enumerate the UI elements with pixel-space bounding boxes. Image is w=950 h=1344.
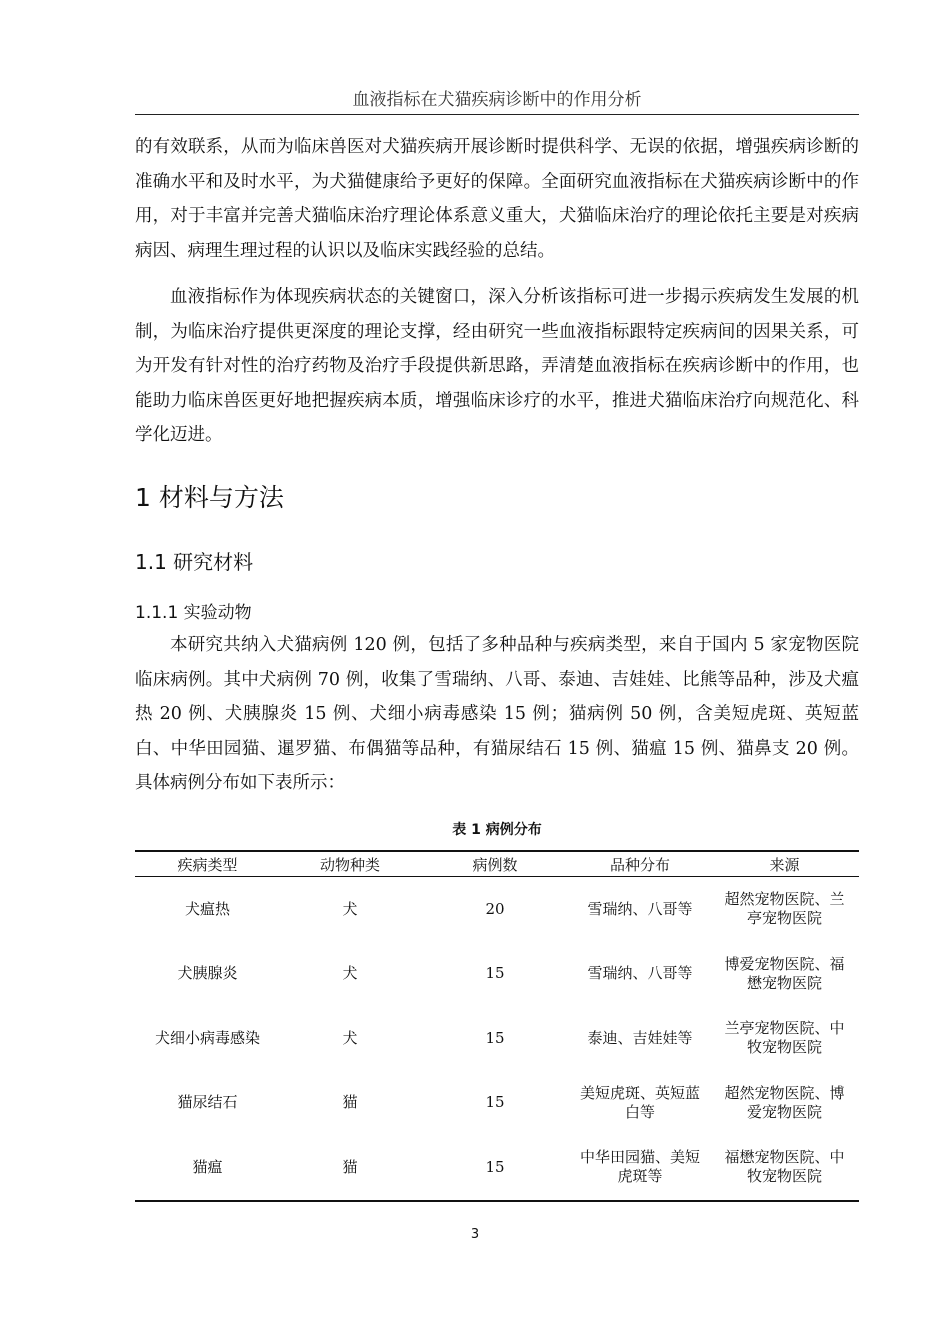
subsection-heading: 1.1 研究材料	[135, 550, 254, 574]
table-row	[135, 942, 859, 1007]
table-cell: 猫瘟	[192, 1157, 223, 1176]
table-cell: 猫尿结石	[177, 1093, 238, 1112]
cell-text: 超然宠物医院、兰亭宠物医院	[724, 890, 845, 928]
table-cell: 15	[485, 1028, 505, 1047]
table-row	[135, 1006, 859, 1071]
table-cell: 15	[485, 964, 505, 983]
table-cell	[710, 942, 859, 1007]
column-header: 疾病类型	[135, 851, 280, 877]
cell-text: 中华田园猫、美短虎斑等	[580, 1148, 701, 1186]
table-cell	[570, 942, 710, 1007]
subsubsection-heading: 1.1.1 实验动物	[135, 603, 252, 623]
table-row	[135, 877, 859, 942]
cell-text: 美短虎斑、英短蓝白等	[580, 1083, 701, 1121]
table-cell: 犬胰腺炎	[177, 964, 238, 983]
table-row	[135, 1135, 859, 1201]
table-cell	[710, 1071, 859, 1136]
table-cell	[570, 1071, 710, 1136]
table-cell: 猫	[342, 1157, 358, 1176]
running-header: 血液指标在犬猫疾病诊断中的作用分析	[135, 88, 859, 115]
section-heading: 1 材料与方法	[135, 483, 284, 512]
case-distribution-table	[135, 850, 859, 1202]
column-header: 品种分布	[570, 851, 710, 877]
table-cell	[710, 1135, 859, 1201]
column-header: 动物种类	[280, 851, 420, 877]
cell-text: 兰亭宠物医院、中牧宠物医院	[724, 1019, 845, 1057]
table-cell	[570, 877, 710, 942]
cell-text: 泰迪、吉娃娃等	[587, 1028, 693, 1047]
page-number: 3	[470, 1227, 480, 1242]
table-cell: 20	[485, 899, 505, 918]
body-paragraph-2: 血液指标作为体现疾病状态的关键窗口，深入分析该指标可进一步揭示疾病发生发展的机制，为临床治疗提供更深度的理论支撑，经由研究一些血液指标跟特定疾病间的因果关系，可为开发有针对性的治疗药物及治疗手段提供新思路，弄清楚血液指标在疾病诊断中的作用，也能助力临床兽医更好地把握疾病本质，增强临床诊疗的水平，推进犬猫临床治疗向规范化、科学化迈进。	[135, 287, 859, 445]
table-cell	[570, 1135, 710, 1201]
table-cell	[570, 1006, 710, 1071]
table-caption: 表 1 病例分布	[452, 822, 542, 838]
cell-text: 超然宠物医院、博爱宠物医院	[724, 1083, 845, 1121]
table-cell: 犬瘟热	[184, 899, 230, 918]
body-paragraph-3: 本研究共纳入犬猫病例 120 例，包括了多种品种与疾病类型，来自于国内 5 家宠物医院临床病例。其中犬病例 70 例，收集了雪瑞纳、八哥、泰迪、吉娃娃、比熊等品种，涉及犬瘟热 20 例、犬胰腺炎 15 例、犬细小病毒感染 15 例；猫病例 50 例，含美短虎斑、英短蓝白、中华田园猫、暹罗猫、布偶猫等品种，有猫尿结石 15 例、猫瘟 15 例、猫鼻支 20 例。具体病例分布如下表所示：	[135, 635, 859, 793]
body-paragraph-1: 的有效联系，从而为临床兽医对犬猫疾病开展诊断时提供科学、无误的依据，增强疾病诊断的准确水平和及时水平，为犬猫健康给予更好的保障。全面研究血液指标在犬猫疾病诊断中的作用，对于丰富并完善犬猫临床治疗理论体系意义重大，犬猫临床治疗的理论依托主要是对疾病病因、病理生理过程的认识以及临床实践经验的总结。	[135, 137, 859, 261]
cell-text: 雪瑞纳、八哥等	[587, 899, 693, 918]
table-cell: 犬细小病毒感染	[154, 1028, 260, 1047]
table-cell	[710, 877, 859, 942]
table-cell	[710, 1006, 859, 1071]
table-cell: 15	[485, 1093, 505, 1112]
table-cell: 犬	[342, 964, 358, 983]
cell-text: 福懋宠物医院、中牧宠物医院	[724, 1148, 845, 1186]
table-cell: 猫	[342, 1093, 358, 1112]
table-header-row	[135, 851, 859, 877]
column-header: 来源	[710, 851, 859, 877]
column-header: 病例数	[420, 851, 570, 877]
cell-text: 博爱宠物医院、福懋宠物医院	[724, 954, 845, 992]
table-cell: 犬	[342, 899, 358, 918]
table-cell: 15	[485, 1157, 505, 1176]
table-cell: 犬	[342, 1028, 358, 1047]
cell-text: 雪瑞纳、八哥等	[587, 964, 693, 983]
table-row	[135, 1071, 859, 1136]
